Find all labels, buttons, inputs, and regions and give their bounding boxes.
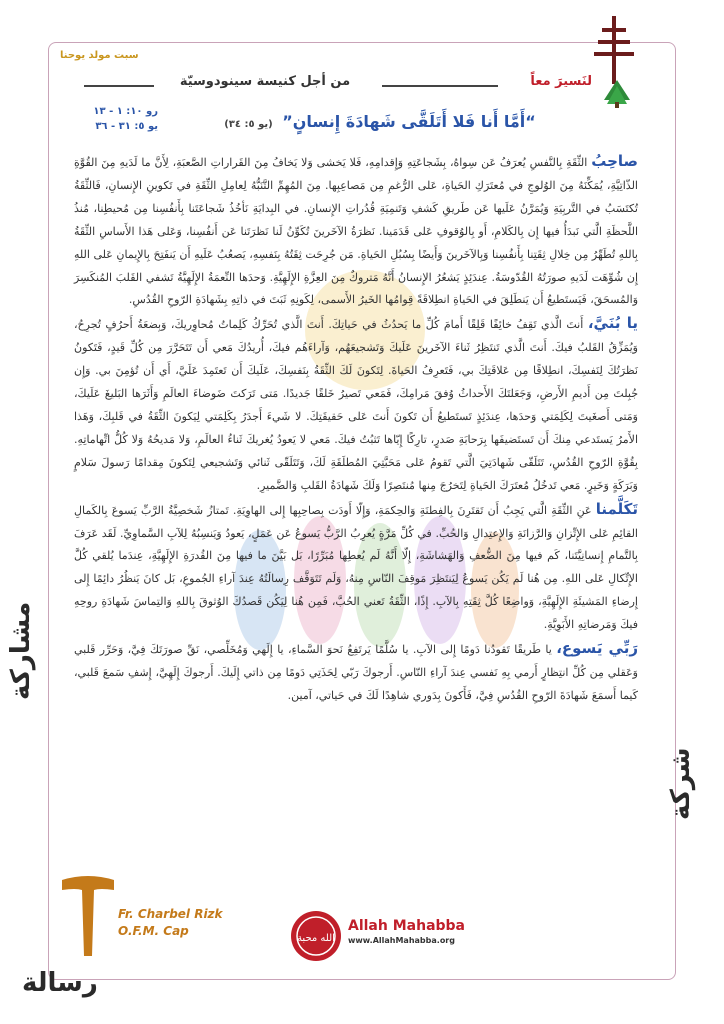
allah-mahabba-logo-icon (290, 910, 342, 962)
paragraph-heading: يا بُنَيَّ، (587, 314, 638, 333)
paragraph-text: أَنتَ الَّذي تَقِفُ خائِفًا قَلِقًا أَمامَ كُلِّ ما يَحدُثُ في حَياتِكَ. أَنتَ الَّذي تُحَرِّكُ كَلِماتُ مُحاوِريكَ، وَبِضعَةُ أَحرُفٍ تُجرِحُ، وَيُمَزِّقُ القَلبُ فيكَ. أَنتَ الَّذي تَنتَظِرُ ثَناءَ الآخَرينَ عَلَيكَ وَتَشجيعَهُم، وَآراءَهُم فيكَ، أُريدُكَ مَعي أَن تَتَحَرَّرَ مِن كُلِّ قَيدٍ، فَتَكونُ نَظرَتُكَ لِنَفسِكَ، انطِلاقًا مِن عَلاقَتِكَ بي، فَتَعرِفُ الحَياةَ. لِتَكونَ لَكَ الثِّقَةُ بِنَفسِكَ، عَلَيكَ أَن تَعتَمِدَ عَلَيَّ، أَي أَن تُؤمِنَ بي. وَإِن جُبِلتَ مِن أَديمِ الأَرضِ، وَجَعَلتَكَ الأَحداثُ وُفقَ مَرامِكَ، فَمَعي تَصيرُ خَلقًا جَديدًا. مَتى تَرَكتَ ضَوضاءَ العالَمِ وَأَثَرَها البَليغَ عَلَيكَ، وَمَتى أَصغَيتَ لِكَلِمَتي وَحدَها، عِندَئِذٍ تَستَطيعُ أَن تَكونَ أَنتَ عَلى حَقيقَتِكَ. لا شَيءَ أَجدَرُ بِكَلِمَتي لِيَكونَ الثِّقَةُ في قَلبِكَ، وَهَذا الأَمرُ يَستَدعي مِنكَ أَن تَستَضيفَها بِرَحابَةِ صَدرٍ، تارِكًا إِيّاها تَثبُتُ فيكَ. مَعي لا يَعودُ يُغريكَ ثَناءُ العالَمِ، وَلا مَديحُهُ وَلا كُلُّ اتِّهاماتِهِ. بِقُوَّةِ الرّوحِ القُدُسِ، تَتَلَقّى شَهادَتِيَ الَّتي تَقومُ عَلى مَحَبَّتِيَ المُطلَقَةِ لَكَ، وَتَتَلَقّى ثَنائي وَتَشجيعي لِتَكونَ مِقدامًا رَسولَ سَلامٍ وَبَرَكَةٍ وَخَيرٍ. مَعي تَدخُلُ مُعتَرَكَ الحَياةِ لِتَخرُجَ مِنها مُنتَصِرًا وَلَكَ شَهادَةُ القَلبِ وَالضَّميرِ. (74, 318, 638, 492)
brand-url[interactable]: www.AllahMahabba.org (348, 936, 455, 945)
paragraph (74, 312, 638, 497)
author-line: Fr. Charbel Rizk (118, 907, 223, 921)
header-subtitle: من أجل كنيسة سينودوسيّة (179, 74, 351, 89)
side-word-communion: شركة (666, 747, 696, 820)
paragraph-heading: رَبِّي يَسوع، (556, 639, 638, 658)
paragraph-text: الثِّقَةِ بِالنَّفسِ يُعرَفُ عَن سِواهُ، بِشَجاعَتِهِ وَإِقدامِهِ، فَلا يَخشى وَلا يَخافُ مِنَ القَراراتِ الصَّعبَةِ، لِأَنَّ ما لَدَيهِ مِنَ القُوَّةِ الذّاتِيَّةِ، يُمَكِّنَهُ مِنَ الوُلوجِ في مُعتَرَكِ الحَياةِ، عَلى الرُّغمِ مِن مَصاعِبِها. مِنَ المُهِمِّ التَّنَبُّهُ لِعامِلِ الثِّقَةِ في تَكوينِ الإِنسانِ، فَالثِّقَةُ تُكتَسَبُ في التَّربِيَةِ وَيُمَرَّنُ عَلَيها عَن طَريقِ كَشفِ وَتَنمِيَةِ قُدُراتِ الإِنسانِ. في البِدايَةِ نَأخُذُ شَجاعَتَنا بِأَنفُسِنا مِن مُحيطِنا، مُنذُ اللَّحظَةِ الَّتي نَبدَأُ فيها إِن بِالكَلامِ، أَو بِالوُقوفِ عَلى قَدَمَينا. نَظرَةُ الآخَرينَ تُكَوِّنُ لَنا نَظرَتَنا عَن أَنفُسِنا، وَعَلى هَذا الأَساسِ الثِّقَةُ بِاللهِ تُطَهِّرُ مِن خِلالِ ثِقَتِنا بِأَنفُسِنا وَبِالآخَرينَ وَأَيضًا بِسُبُلِ الحَياةِ. مَن جُرِحَت ثِقَتُهُ بِنَفسِهِ، يَصعُبُ عَلَيهِ أَن يَنفَتِحَ بِالإِيمانِ عَلى اللهِ إِن شُوِّهَت لَدَيهِ صورَتُهُ القُدّوسَةُ. عِندَئِذٍ يَشعُرُ الإِنسانُ أَنَّهُ مَتروكٌ مِنَ العِزَّةِ الإِلَهِيَّةِ. وَحدَها النِّعمَةُ الإِلَهِيَّةُ تَشفي القَلبَ المُنكَسِرَ وَالمُسحَقَ، فَيَستَطيعُ أَن يَنطَلِقَ في الحَياةِ انطِلاقَةً قِوامُها الخَيرُ الأَسمى، لِكَونِهِ ثَبَتَ في ذاتِهِ بِشَهادَةِ الرّوحِ القُدُسِ. (74, 156, 638, 307)
author-order: O.F.M. Cap (118, 924, 189, 938)
side-word-mission: رسالة (22, 968, 98, 998)
author-block (40, 872, 230, 962)
brand-name: Allah Mahabba (348, 918, 466, 934)
title-reference: (يو ٥: ٣٤) (224, 119, 273, 130)
page-title (160, 112, 600, 131)
article-body (74, 150, 638, 708)
title-text: “أَمَّا أَنا فَلا أَتَلَقَّى شَهادَةَ إِنسانٍ” (282, 112, 536, 131)
franciscan-tau-icon (60, 872, 116, 958)
paragraph (74, 637, 638, 708)
paragraph (74, 150, 638, 312)
author-name (118, 906, 223, 940)
side-word-participation: مشاركة (6, 601, 36, 700)
paragraph-heading: صاحِبُ (591, 152, 639, 170)
paragraph-heading: تَكَلَّمنا (595, 499, 638, 518)
maronite-cross-icon (594, 16, 634, 86)
reading-ref: رو ١٠: ١ - ١٣ (93, 106, 158, 117)
slogan: لنَسيرَ معاً (530, 74, 592, 89)
logo-text: الله محبة (297, 933, 335, 944)
cedar-icon (602, 80, 632, 108)
header-divider-left (84, 85, 154, 87)
header-divider-right (382, 85, 498, 87)
paragraph-text: عَنِ الثِّقَةِ الَّتي يَجِبُ أَن تَقتَرِنَ بِالفِطنَةِ وَالحِكمَةِ، وَإِلّا أَودَت بِصاحِبِها إِلى الهاوِيَةِ. تَمتازُ شَخصِيَّةُ الرَّبِّ يَسوعَ بِالكَمالِ القائِمِ عَلى الإِتِّزانِ وَالرَّزانَةِ وَالإِعتِدالِ وَالحُبِّ. في كُلِّ مَرَّةٍ يُعرِبُ الرَّبُّ يَسوعُ عَن عَمَلٍ، يَعودُ وَيَنسِبُهُ لِلآبِ السَّماوِيِّ. لَقَد عَرَفَ بِالتَّمامِ إِنسانِيَّتَنا، كَم فيها مِنَ الضُّعفِ وَالهَشاشَةِ، إِلّا أَنَّهُ لَم يُعطِها مُبَرِّرًا، بَل بَيَّنَ ما فيها مِنَ القُدرَةِ الإِلَهِيَّةِ، عِندَما يُلقي كُلَّ الإِتِّكالِ عَلى اللهِ. مِن هُنا لَم يَكُن يَسوعُ لِيَنتَظِرَ مَوقِفَ النّاسِ مِنهُ، وَلَم تَتَوَقَّف رِسالَتُهُ عِندَ آراءِ الجُموعِ، بَل كانَ يَنظُرُ دائِمًا إِلى إِرضاءِ المَشيئَةِ الإِلَهِيَّةِ، وَواضِعًا كُلَّ ثِقَتِهِ بِالآبِ. إِذًا، الثِّقَةُ تَعني الحُبَّ، فَمِن هُنا لِيَكُن قَصدُكَ الوُثوقَ بِاللهِ وَالتِماسَ شَهادَةِ روحِهِ فيكَ وَمَرضاتِهِ الأَبَوِيَّةِ. (74, 503, 638, 632)
reading-references (84, 104, 158, 134)
reading-ref: يو ٥: ٣١ - ٣٦ (95, 121, 158, 132)
paragraph-text: يا طَريقًا تَقودُنا دَومًا إِلى الآبِ. يا سُلَّمًا يَرتَفِعُ نَحوَ السَّماءِ، يا إِلَهي وَمُخَلِّصي، نَقِّ صورَتَكَ فِيَّ، وَحَرِّر قَلبي وَعَقلي مِن كُلِّ انتِظارٍ أَرمي بِهِ نَفسي عِندَ آراءِ النّاسِ. أَرجوكَ رَبّي لِحَذَتِي دَومًا مِن ذاتي إِلَيكَ. أَرجوكَ إِلَهِيَّ، إِشفِ سَمعَ قَلبي، كَيما أَسمَعَ شَهادَةَ الرّوحِ القُدُسِ فِيَّ، فَأَكونَ بِدَوري شاهِدًا لَكَ في حَياتي، آمين. (74, 643, 638, 702)
paragraph (74, 498, 638, 637)
date-label: سبت مولد يوحنا (60, 50, 139, 61)
